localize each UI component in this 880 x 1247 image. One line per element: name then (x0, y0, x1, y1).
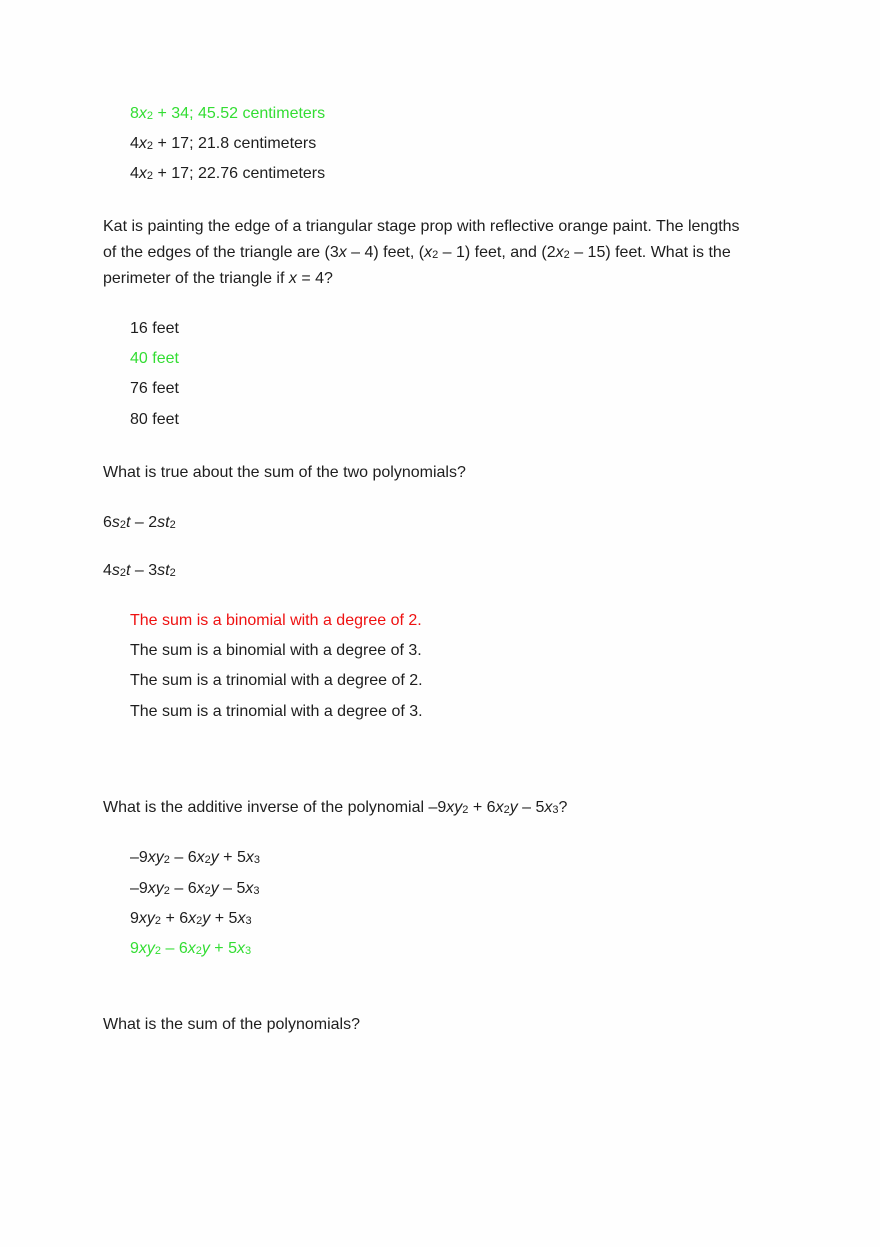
question-var: x (555, 244, 564, 261)
question-var: x (544, 799, 553, 816)
option-var: x (236, 940, 245, 957)
option-var: x (245, 880, 254, 897)
sum-true-option-4[interactable]: The sum is a trinomial with a degree of 3. (130, 703, 423, 720)
inverse-option-2[interactable] (130, 879, 260, 900)
inverse-option-4[interactable] (130, 939, 251, 960)
option-exponent: 2 (163, 854, 170, 866)
question-text: ? (558, 799, 568, 816)
perimeter-question-line-1: Kat is painting the edge of a triangular stage prop with reflective orange paint. The lengths (103, 218, 740, 235)
option-exponent: 2 (146, 140, 154, 152)
option-var: x (187, 940, 196, 957)
option-exponent: 2 (196, 915, 203, 927)
question-var: x (495, 799, 504, 816)
question-text: What is the additive inverse of the polynomial –9 (103, 799, 447, 816)
inverse-question (103, 798, 567, 819)
option-text: + 5 (210, 910, 238, 927)
prev-option-2[interactable] (130, 134, 316, 155)
option-text: + 17; 21.8 centimeters (153, 135, 317, 152)
option-exponent: 2 (154, 915, 162, 927)
option-var: xy (147, 849, 164, 866)
poly-var: st (157, 514, 170, 531)
poly-var: st (157, 562, 170, 579)
option-var: x (138, 105, 147, 122)
inverse-option-3[interactable] (130, 909, 252, 930)
option-var: x (138, 165, 147, 182)
question-var: y (509, 799, 518, 816)
inverse-option-1[interactable] (130, 848, 260, 869)
question-var: x (288, 270, 297, 287)
prev-option-3[interactable] (130, 164, 325, 185)
question-text: – 4) feet, ( (346, 244, 425, 261)
option-var: xy (138, 910, 155, 927)
option-text: + 5 (209, 940, 237, 957)
option-text: + 17; 22.76 centimeters (153, 165, 326, 182)
poly-text: 4 (103, 562, 112, 579)
question-text: perimeter of the triangle if (103, 270, 289, 287)
option-exponent: 2 (204, 885, 211, 897)
option-text: 9 (130, 940, 139, 957)
question-var: x (338, 244, 347, 261)
question-text: – 5 (517, 799, 545, 816)
option-var: x (196, 849, 205, 866)
option-text: –9 (130, 880, 148, 897)
poly-text: – 2 (130, 514, 158, 531)
poly-exponent: 2 (169, 567, 176, 579)
option-exponent: 2 (163, 885, 170, 897)
option-text: 9 (130, 910, 139, 927)
option-var: y (202, 910, 211, 927)
question-text: = 4? (296, 270, 333, 287)
option-text: –9 (130, 849, 148, 866)
option-text: + 5 (218, 849, 246, 866)
option-var: xy (138, 940, 155, 957)
option-text: + 34; 45.52 centimeters (153, 105, 326, 122)
poly-var: s (111, 562, 120, 579)
question-var: x (424, 244, 433, 261)
polynomial-2 (103, 561, 176, 582)
poly-exponent: 2 (119, 567, 127, 579)
sum-true-option-2[interactable]: The sum is a binomial with a degree of 3. (130, 642, 422, 659)
option-var: x (245, 849, 254, 866)
question-text: + 6 (468, 799, 496, 816)
option-exponent: 2 (146, 110, 154, 122)
question-exponent: 2 (503, 804, 510, 816)
option-exponent: 3 (244, 945, 252, 957)
option-var: y (210, 880, 219, 897)
option-text: + 6 (161, 910, 189, 927)
option-var: x (188, 910, 197, 927)
poly-exponent: 2 (169, 519, 176, 531)
option-exponent: 2 (204, 854, 211, 866)
option-exponent: 2 (146, 170, 154, 182)
option-var: y (201, 940, 210, 957)
option-text: 8 (130, 105, 139, 122)
question-text: – 1) feet, and (2 (438, 244, 556, 261)
perimeter-option-3[interactable]: 76 feet (130, 380, 179, 397)
perimeter-option-1[interactable]: 16 feet (130, 320, 179, 337)
poly-var: t (126, 562, 131, 579)
prev-option-1[interactable] (130, 104, 325, 125)
question-var: xy (446, 799, 463, 816)
question-exponent: 3 (552, 804, 559, 816)
option-exponent: 2 (154, 945, 162, 957)
option-text: – 5 (218, 880, 246, 897)
question-exponent: 2 (563, 249, 570, 261)
poly-exponent: 2 (119, 519, 127, 531)
option-var: x (138, 135, 147, 152)
option-var: x (196, 880, 205, 897)
sum-question: What is the sum of the polynomials? (103, 1016, 361, 1033)
perimeter-question-line-2 (103, 243, 731, 264)
option-text: – 6 (161, 940, 188, 957)
option-exponent: 2 (195, 945, 202, 957)
sum-true-question: What is true about the sum of the two polynomials? (103, 464, 466, 481)
option-exponent: 3 (253, 885, 260, 897)
sum-true-option-1[interactable]: The sum is a binomial with a degree of 2. (130, 612, 422, 629)
question-text: of the edges of the triangle are (3 (103, 244, 339, 261)
perimeter-option-2[interactable]: 40 feet (130, 350, 179, 367)
option-text: – 6 (169, 849, 197, 866)
poly-text: – 3 (130, 562, 158, 579)
perimeter-question-line-3 (103, 269, 333, 289)
polynomial-1 (103, 513, 176, 534)
question-exponent: 2 (462, 804, 469, 816)
poly-text: 6 (103, 514, 112, 531)
option-text: – 6 (169, 880, 197, 897)
option-exponent: 3 (253, 854, 260, 866)
perimeter-option-4[interactable]: 80 feet (130, 411, 179, 428)
question-text: – 15) feet. What is the (569, 244, 731, 261)
poly-var: s (111, 514, 120, 531)
option-var: xy (147, 880, 164, 897)
sum-true-option-3[interactable]: The sum is a trinomial with a degree of 2. (130, 672, 423, 689)
option-text: 4 (130, 165, 139, 182)
option-var: y (210, 849, 219, 866)
question-exponent: 2 (432, 249, 439, 261)
option-exponent: 3 (245, 915, 252, 927)
option-var: x (237, 910, 246, 927)
poly-var: t (126, 514, 131, 531)
option-text: 4 (130, 135, 139, 152)
